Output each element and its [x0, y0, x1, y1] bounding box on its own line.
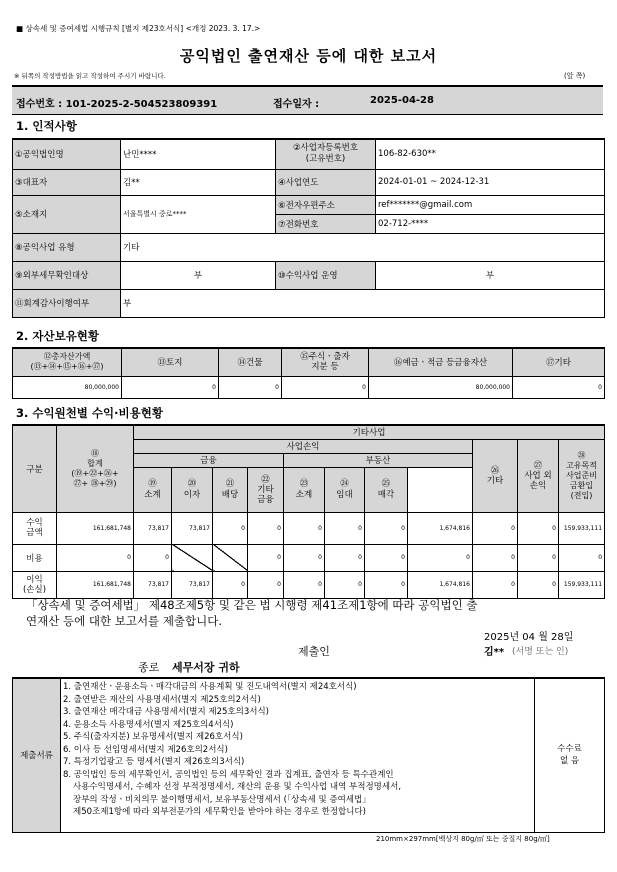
list-item: 7. 특정기업광고 등 명세서(별지 제26호의3서식) — [63, 757, 245, 767]
type-label: ⑧공익사업 유형 — [13, 233, 121, 261]
profit-business: 부 — [376, 261, 605, 289]
cell: 73,817 — [172, 571, 213, 598]
tel-label: ⑦전화번호 — [276, 214, 376, 233]
statement-line1: 「상속세 및 증여세법」 제48조제5항 및 같은 법 시행령 제41조제1항에 따라 공익법인 출 — [26, 598, 478, 612]
docs-list — [61, 678, 535, 832]
name-label: ①공익법인명 — [13, 139, 121, 169]
receipt-number: 접수번호 : 101-2025-2-504523809391 — [16, 99, 218, 110]
list-item: 4. 운용소득 사용명세서(별지 제25호의4서식) — [63, 719, 234, 730]
cell: 73,817 — [134, 571, 172, 598]
h-business-profit: 사업손익 — [134, 439, 473, 453]
table-row — [13, 512, 605, 544]
h-sub: ⑳ 이자 — [172, 467, 213, 512]
h-reserve: ㉘ 고유목적 사업준비 금환입 (전입) — [559, 439, 605, 512]
list-item: 2. 출연받은 재산의 사용명세서(별지 제25호의2서식) — [63, 694, 261, 705]
audit-done: 부 — [121, 289, 605, 317]
h-gubun: 구분 — [13, 425, 57, 512]
h-finance: 금융 — [134, 453, 284, 467]
assets-header-land: ⑬토지 — [122, 348, 219, 376]
representative: 김** — [121, 169, 276, 195]
list-item: 6. 이사 등 선임명세서(별지 제26호의2서식) — [63, 744, 228, 755]
year-label: ④사업연도 — [276, 169, 376, 195]
corp-name: 난민**** — [121, 139, 276, 169]
list-item: 5. 주식(출자지분) 보유명세서(별지 제26호서식) — [63, 732, 243, 742]
cell: 0 — [365, 544, 408, 571]
cell: 1,674,816 — [408, 512, 473, 544]
h-sub: ㉒ 기타 금융 — [248, 467, 284, 512]
cell: 0 — [284, 571, 325, 598]
addr-label: ⑤소재지 — [13, 195, 121, 233]
form-source: ■ 상속세 및 증여세법 시행규칙 [별지 제23호서식] <개정 2023. 3. 17.> — [16, 24, 261, 33]
assets-value: 80,000,000 — [13, 376, 122, 398]
cell: 0 — [213, 512, 248, 544]
section1-title: 1. 인적사항 — [16, 119, 77, 133]
cell: 0 — [365, 571, 408, 598]
cell: 0 — [518, 544, 559, 571]
cell: 161,681,748 — [57, 512, 134, 544]
cell: 0 — [248, 571, 284, 598]
cell: 161,681,748 — [57, 571, 134, 598]
page-side: (앞 쪽) — [564, 72, 586, 80]
documents-table — [12, 677, 605, 833]
sign-placeholder: (서명 또는 인) — [512, 647, 569, 657]
cell: 0 — [518, 571, 559, 598]
bizno-label: ②사업자등록번호 (고유번호) — [276, 139, 376, 169]
submitter-name: 김** — [484, 647, 505, 658]
cell: 0 — [473, 544, 518, 571]
cell: 0 — [57, 544, 134, 571]
assets-header-total: ⑫총자산가액 (⑬+⑭+⑮+⑯+⑰) — [13, 348, 122, 376]
assets-header-deposit: ⑯예금ㆍ적금 등금융자산 — [369, 348, 513, 376]
cell: 0 — [213, 571, 248, 598]
instruction-note: ※ 뒤쪽의 작성방법을 읽고 작성하여 주시기 바랍니다. — [14, 72, 166, 80]
cell: 73,817 — [134, 512, 172, 544]
phone: 02-712-**** — [376, 214, 605, 233]
cell: 0 — [325, 512, 365, 544]
assets-value: 0 — [122, 376, 219, 398]
section2-title: 2. 자산보유현황 — [16, 329, 100, 343]
tax-office-suffix: 세무서장 귀하 — [172, 661, 240, 674]
h-sub: ㉕ 매각 — [365, 467, 408, 512]
row-label: 비용 — [13, 544, 57, 571]
h-sub: ㉓ 소계 — [284, 467, 325, 512]
external-audit: 부 — [121, 261, 276, 289]
statement-line2: 연재산 등에 대한 보고서를 제출합니다. — [26, 614, 223, 628]
profit-label: ⑩수익사업 운영 — [276, 261, 376, 289]
rep-label: ③대표자 — [13, 169, 121, 195]
assets-table — [12, 347, 605, 399]
email: ref*******@gmail.com — [376, 195, 605, 214]
assets-value: 80,000,000 — [369, 376, 513, 398]
receipt-date: 2025-04-28 — [370, 95, 434, 106]
list-item: 사용수익명세서, 수혜자 선정 부적정명세서, 재산의 운용 및 수익사업 내역 부적정명세서, — [73, 782, 402, 792]
docs-label: 제출서류 — [13, 678, 61, 832]
cell: 0 — [559, 544, 605, 571]
receipt-date-label: 접수일자 : — [273, 99, 320, 110]
submitter-label: 제출인 — [298, 645, 330, 658]
h-sub: ㉑ 배당 — [213, 467, 248, 512]
biz-number: 106-82-630** — [376, 139, 605, 169]
h-sub: ⑲ 소계 — [134, 467, 172, 512]
section3-title: 3. 수익원천별 수익·비용현황 — [16, 406, 163, 420]
assets-value: 0 — [513, 376, 605, 398]
page-title: 공익법인 출연재산 등에 대한 보고서 — [179, 47, 438, 65]
cell: 0 — [325, 544, 365, 571]
cell: 0 — [365, 512, 408, 544]
h-total: ⑱ 합계 (⑲+㉒+㉖+ ㉗+ ㉘+㉙) — [57, 425, 134, 512]
h-nonbiz: ㉗ 사업 외 손익 — [518, 439, 559, 512]
cell: 0 — [518, 512, 559, 544]
cell: 159,933,111 — [559, 512, 605, 544]
list-item: 8. 공익법인 등의 세무확인서, 공익법인 등의 세무확인 결과 집계표, 출연자 등 특수관계인 — [63, 769, 394, 780]
assets-header-stock: ⑮주식ㆍ출자 지분 등 — [282, 348, 369, 376]
paper-spec: 210mm×297mm[백상지 80g/㎡ 또는 중질지 80g/㎡] — [376, 835, 550, 843]
h-realestate: 부동산 — [284, 453, 473, 467]
tax-office: 종로 — [138, 661, 160, 674]
cell-na — [213, 544, 248, 571]
address: 서울특별시 중로**** — [121, 195, 276, 233]
h-sub: ㉔ 임대 — [325, 467, 365, 512]
cell: 0 — [473, 512, 518, 544]
cell: 0 — [248, 544, 284, 571]
cell-na — [172, 544, 213, 571]
cell: 0 — [325, 571, 365, 598]
cell: 0 — [134, 544, 172, 571]
h-etc: ㉖ 기타 — [473, 439, 518, 512]
fiscal-year: 2024-01-01 ~ 2024-12-31 — [376, 169, 605, 195]
cell: 0 — [284, 544, 325, 571]
assets-value: 0 — [282, 376, 369, 398]
cell: 0 — [408, 544, 473, 571]
row-label: 이익 (손실) — [13, 571, 57, 598]
assets-value: 0 — [219, 376, 282, 398]
email-label: ⑥전자우편주소 — [276, 195, 376, 214]
income-table — [12, 424, 605, 599]
list-item: 1. 출연재산ㆍ운용소득ㆍ매각대금의 사용계획 및 진도내역서(별지 제24호서식) — [63, 682, 357, 692]
submit-date: 2025년 04 월 28일 — [484, 632, 574, 643]
assets-header-other: ⑰기타 — [513, 348, 605, 376]
assets-header-building: ⑭건물 — [219, 348, 282, 376]
list-item: 제50조제1항에 따라 외부전문가의 세무확인을 받아야 하는 경우로 한정합니다) — [73, 807, 366, 817]
list-item: 3. 출연재산 매각대금 사용명세서(별지 제25호의3서식) — [63, 707, 269, 717]
fee: 수수료 없 음 — [535, 678, 605, 832]
audit-label: ⑪회계감사이행여부 — [13, 289, 121, 317]
table-row — [13, 571, 605, 598]
receipt-bar — [12, 85, 603, 115]
business-type: 기타 — [121, 233, 605, 261]
h-other-business: 기타사업 — [134, 425, 605, 439]
cell: 1,674,816 — [408, 571, 473, 598]
table-row — [13, 544, 605, 571]
cell: 73,817 — [172, 512, 213, 544]
personal-info-table — [12, 138, 605, 318]
row-label: 수익 금액 — [13, 512, 57, 544]
ext-label: ⑨외부세무확인대상 — [13, 261, 121, 289]
cell: 0 — [284, 512, 325, 544]
cell: 159,933,111 — [559, 571, 605, 598]
cell: 0 — [248, 512, 284, 544]
cell: 0 — [473, 571, 518, 598]
list-item: 장부의 작성ㆍ비치의무 불이행명세서, 보유부동산명세서 (「상속세 및 증여세법」 — [73, 794, 371, 805]
